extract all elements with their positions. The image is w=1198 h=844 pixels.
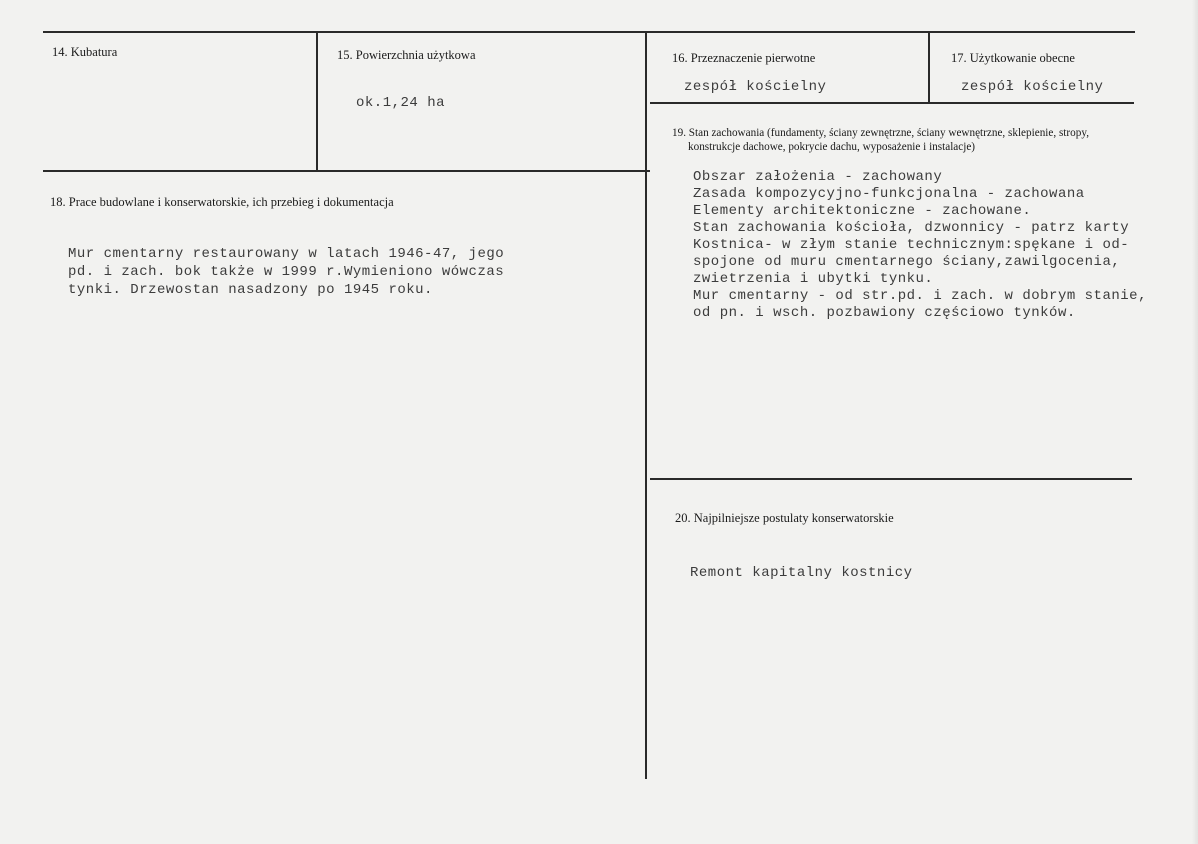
field-14-label: 14. Kubatura <box>52 45 118 59</box>
field-19-line: zwietrzenia i ubytki tynku. <box>693 271 934 287</box>
field-15-label: 15. Powierzchnia użytkowa <box>337 48 476 62</box>
field-18-line: tynki. Drzewostan nasadzony po 1945 roku. <box>68 282 433 298</box>
divider-14-15 <box>316 31 318 172</box>
field-19-line: Kostnica- w złym stanie technicznym:spękane i od- <box>693 237 1130 253</box>
field-19-line: Zasada kompozycyjno-funkcjonalna - zachowana <box>693 186 1085 202</box>
field-17-value: zespół kościelny <box>961 79 1104 95</box>
field-19-line: Elementy architektoniczne - zachowane. <box>693 203 1032 219</box>
divider-16-17 <box>928 31 930 103</box>
field-18-label: 18. Prace budowlane i konserwatorskie, ich przebieg i dokumentacja <box>50 195 394 209</box>
field-17-label: 17. Użytkowanie obecne <box>951 51 1075 65</box>
field-16-label: 16. Przeznaczenie pierwotne <box>672 51 816 65</box>
field-20-label: 20. Najpilniejsze postulaty konserwatorskie <box>675 511 894 525</box>
rule-under-16-17 <box>650 102 1134 104</box>
top-rule <box>43 31 1135 33</box>
rule-under-19 <box>650 478 1132 480</box>
center-divider <box>645 31 647 779</box>
field-15-value: ok.1,24 ha <box>356 95 446 111</box>
field-18-line: pd. i zach. bok także w 1999 r.Wymieniono wówczas <box>68 264 505 280</box>
field-19-line: spojone od muru cmentarnego ściany,zawilgocenia, <box>693 254 1121 270</box>
field-19-line: Stan zachowania kościoła, dzwonnicy - patrz karty <box>693 220 1130 236</box>
card-edge <box>1192 0 1198 844</box>
field-19-label-line1: 19. Stan zachowania (fundamenty, ściany zewnętrzne, ściany wewnętrzne, sklepienie, stropy, <box>672 127 1089 139</box>
rule-under-14-15 <box>43 170 650 172</box>
field-19-line: Mur cmentarny - od str.pd. i zach. w dobrym stanie, <box>693 288 1147 304</box>
field-16-value: zespół kościelny <box>684 79 827 95</box>
field-18-line: Mur cmentarny restaurowany w latach 1946-47, jego <box>68 246 505 262</box>
field-19-line: Obszar założenia - zachowany <box>693 169 943 185</box>
field-19-line: od pn. i wsch. pozbawiony częściowo tynków. <box>693 305 1076 321</box>
field-20-value: Remont kapitalny kostnicy <box>690 565 913 581</box>
field-19-label-line2: konstrukcje dachowe, pokrycie dachu, wyposażenie i instalacje) <box>688 141 976 153</box>
